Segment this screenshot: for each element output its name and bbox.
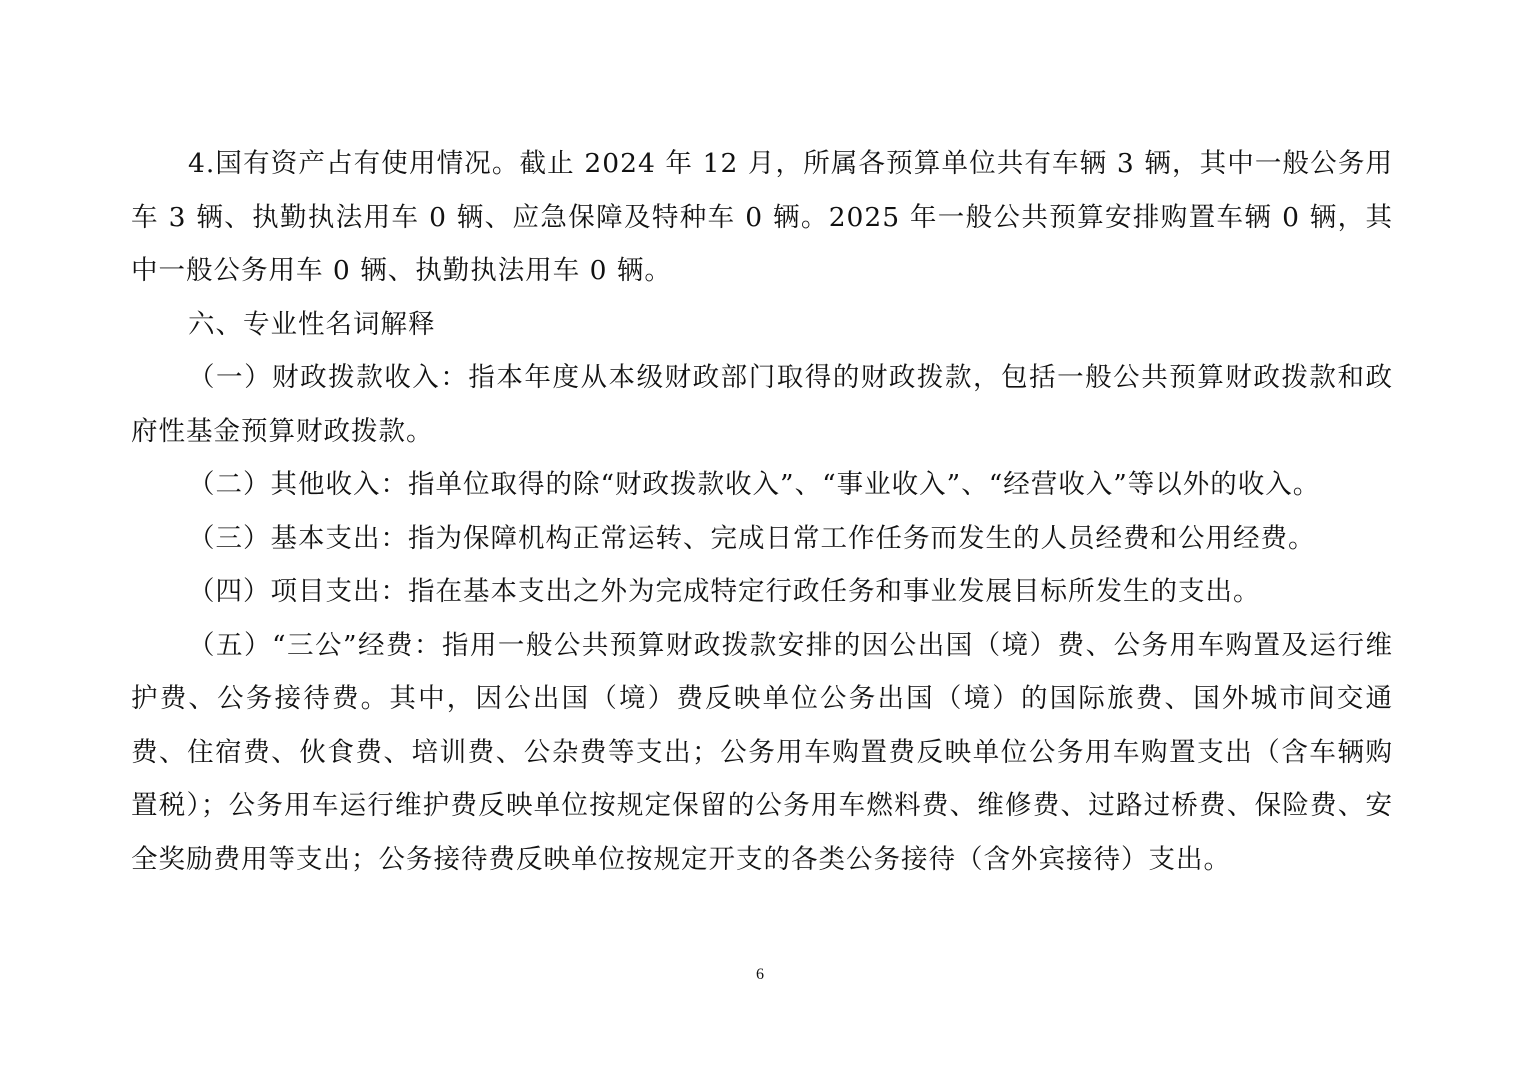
paragraph-other-income: （二）其他收入：指单位取得的除“财政拨款收入”、“事业收入”、“经营收入”等以外的收入。 bbox=[188, 469, 1321, 500]
paragraph-basic-expenditure: （三）基本支出：指为保障机构正常运转、完成日常工作任务而发生的人员经费和公用经费。 bbox=[188, 522, 1316, 554]
paragraph-project-expenditure: （四）项目支出：指在基本支出之外为完成特定行政任务和事业发展目标所发生的支出。 bbox=[188, 576, 1261, 607]
paragraph-fiscal-appropriation-income: （一）财政拨款收入：指本年度从本级财政部门取得的财政拨款，包括一般公共预算财政拨款和政府性基金预算财政拨款。 bbox=[131, 362, 1393, 447]
section-heading-terms: 六、专业性名词解释 bbox=[188, 308, 436, 340]
document-body bbox=[131, 137, 1393, 886]
paragraph-three-public-expenses: （五）“三公”经费：指用一般公共预算财政拨款安排的因公出国（境）费、公务用车购置及运行维护费、公务接待费。其中，因公出国（境）费反映单位公务出国（境）的国际旅费、国外城市间交通费、住宿费、伙食费、培训费、公杂费等支出；公务用车购置费反映单位公务用车购置支出（含车辆购置税）；公务用车运行维护费反映单位按规定保留的公务用车燃料费、维修费、过路过桥费、保险费、安全奖励费用等支出；公务接待费反映单位按规定开支的各类公务接待（含外宾接待）支出。 bbox=[131, 629, 1393, 875]
paragraph-state-assets: 4.国有资产占有使用情况。截止 2024 年 12 月，所属各预算单位共有车辆 3 辆，其中一般公务用车 3 辆、执勤执法用车 0 辆、应急保障及特种车 0 辆。2025 年一般公共预算安排购置车辆 0 辆，其中一般公务用车 0 辆、执勤执法用车 0 辆。 bbox=[131, 148, 1393, 286]
page-number: 6 bbox=[756, 966, 764, 983]
